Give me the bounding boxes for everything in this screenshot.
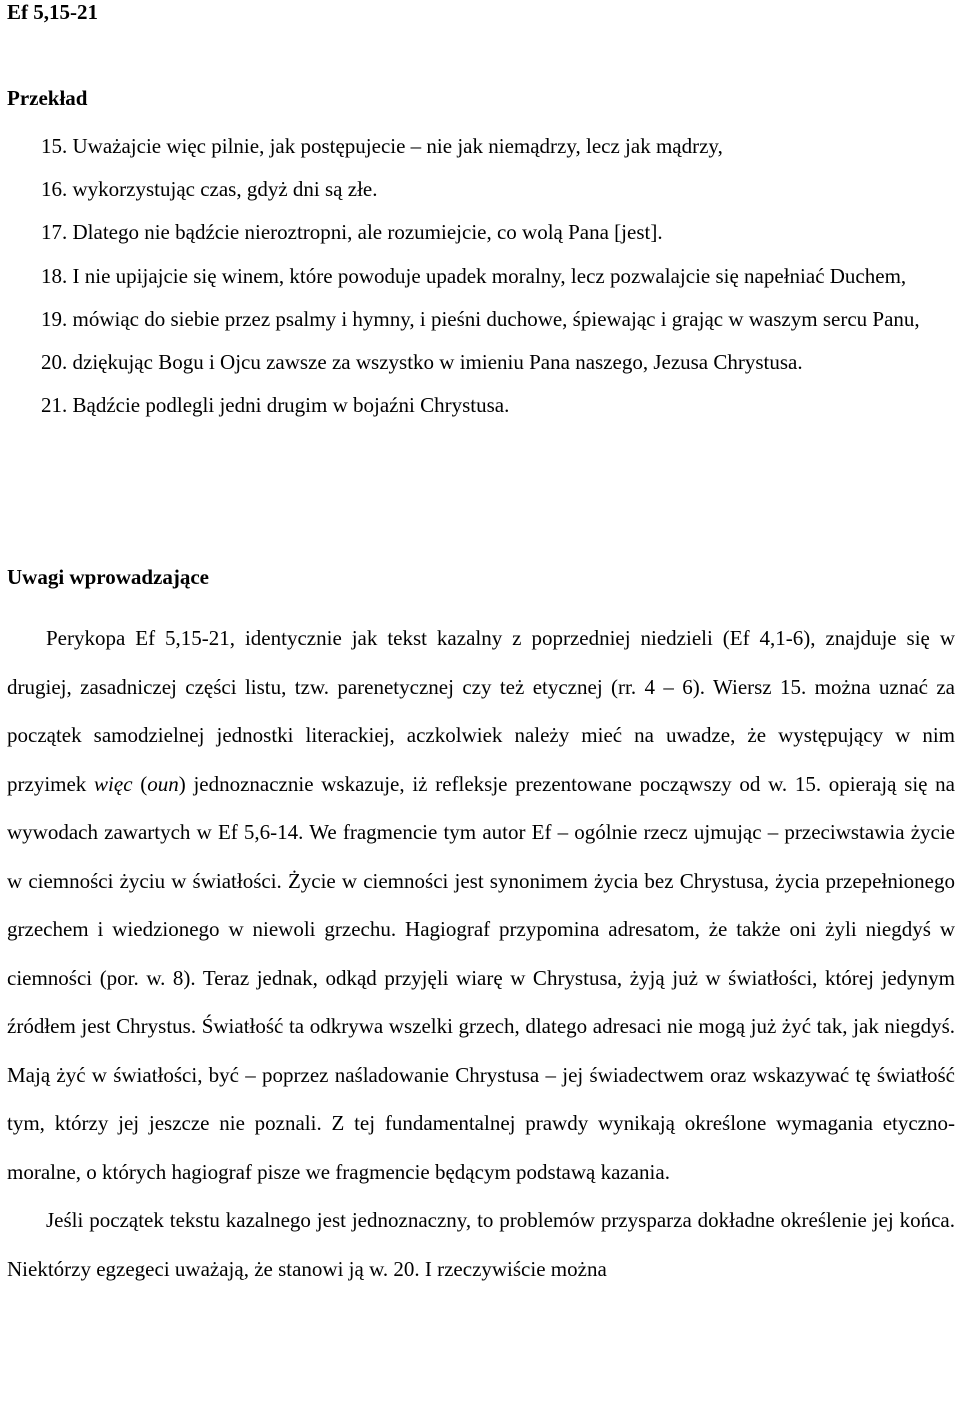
verse-text: I nie upijajcie się winem, które powoduje upadek moralny, lecz pozwalajcie się napełniać Duchem, (72, 263, 907, 288)
verse-number: 21. (41, 393, 68, 418)
italic-word: oun (147, 771, 179, 796)
paragraph-text: ) jednoznacznie wskazuje, iż refleksje prezentowane począwszy od w. 15. opierają się na wywodach zawartych w Ef 5,6-14. We fragmencie tym autor Ef – ogólnie rzecz ujmując – przeciwstawia życie w ciemności życiu w światłości. Życie w ciemności jest synonimem życia bez Chrystusa, życia przepełnionego grzechem i wiedzionego w niewoli grzechu. Hagiograf przypomina adresatom, że także oni żyli niegdyś w ciemności (por. w. 8). Teraz jednak, odkąd przyjęli wiarę w Chrystusa, żyją już w światłości, której jedynym źródłem jest Chrystus. Światłość ta odkrywa wszelki grzech, dlatego adresaci nie mogą już żyć tak, jak niegdyś. Mają żyć w światłości, być – poprzez naśladowanie Chrystusa – jej świadectwem oraz wskazywać tę światłość tym, którzy jej jeszcze nie poznali. Z tej fundamentalnej prawdy wynikają określone wymagania etyczno-moralne, o których hagiograf pisze we fragmencie będącym podstawą kazania. (7, 771, 956, 1184)
intro-body (7, 614, 955, 1293)
verse-20 (7, 341, 955, 384)
paragraph-text: Perykopa Ef 5,15-21, identycznie jak tekst kazalny z poprzedniej niedzieli (Ef 4,1-6), znajduje się w drugiej, zasadniczej części listu, tzw. parenetycznej czy też etycznej (rr. 4 – 6). Wiersz 15. można uznać za początek samodzielnej jednostki literackiej, aczkolwiek należy mieć na uwadze, że występujący w nim przyimek (7, 626, 955, 796)
verse-number: 15. (41, 134, 68, 158)
document-title: Ef 5,15-21 (7, 0, 98, 24)
verse-18 (7, 255, 955, 298)
verse-number: 16. (41, 177, 68, 202)
verse-number: 19. (41, 306, 68, 331)
intro-heading: Uwagi wprowadzające (7, 565, 210, 589)
verse-15 (7, 125, 955, 168)
verse-number: 20. (41, 350, 68, 375)
verse-text: Dlatego nie bądźcie nieroztropni, ale rozumiejcie, co wolą Pana [jest]. (72, 220, 663, 245)
verse-number: 17. (41, 220, 68, 245)
italic-word: więc (94, 771, 133, 796)
verse-text: Bądźcie podlegli jedni drugim w bojaźni Chrystusa. (72, 393, 510, 418)
paragraph-text: ( (132, 771, 148, 796)
translation-heading: Przekład (7, 86, 88, 110)
verse-16 (7, 168, 955, 211)
verse-17 (7, 211, 955, 254)
verse-number: 18. (41, 263, 68, 288)
intro-paragraph-2: Jeśli początek tekstu kazalnego jest jednoznaczny, to problemów przysparza dokładne określenie jej końca. Niektórzy egzegeci uważają, że stanowi ją w. 20. I rzeczywiście można (7, 1208, 955, 1281)
intro-paragraph-1 (7, 614, 955, 1196)
verse-text: dziękując Bogu i Ojcu zawsze za wszystko w imieniu Pana naszego, Jezusa Chrystusa. (72, 350, 803, 375)
verse-text: Uważajcie więc pilnie, jak postępujecie – nie jak niemądrzy, lecz jak mądrzy, (72, 134, 723, 158)
translation-verses (7, 125, 955, 427)
verse-19 (7, 298, 955, 341)
verse-21 (7, 384, 955, 427)
verse-text: wykorzystując czas, gdyż dni są złe. (72, 177, 378, 202)
verse-text: mówiąc do siebie przez psalmy i hymny, i pieśni duchowe, śpiewając i grając w waszym sercu Panu, (72, 306, 920, 331)
